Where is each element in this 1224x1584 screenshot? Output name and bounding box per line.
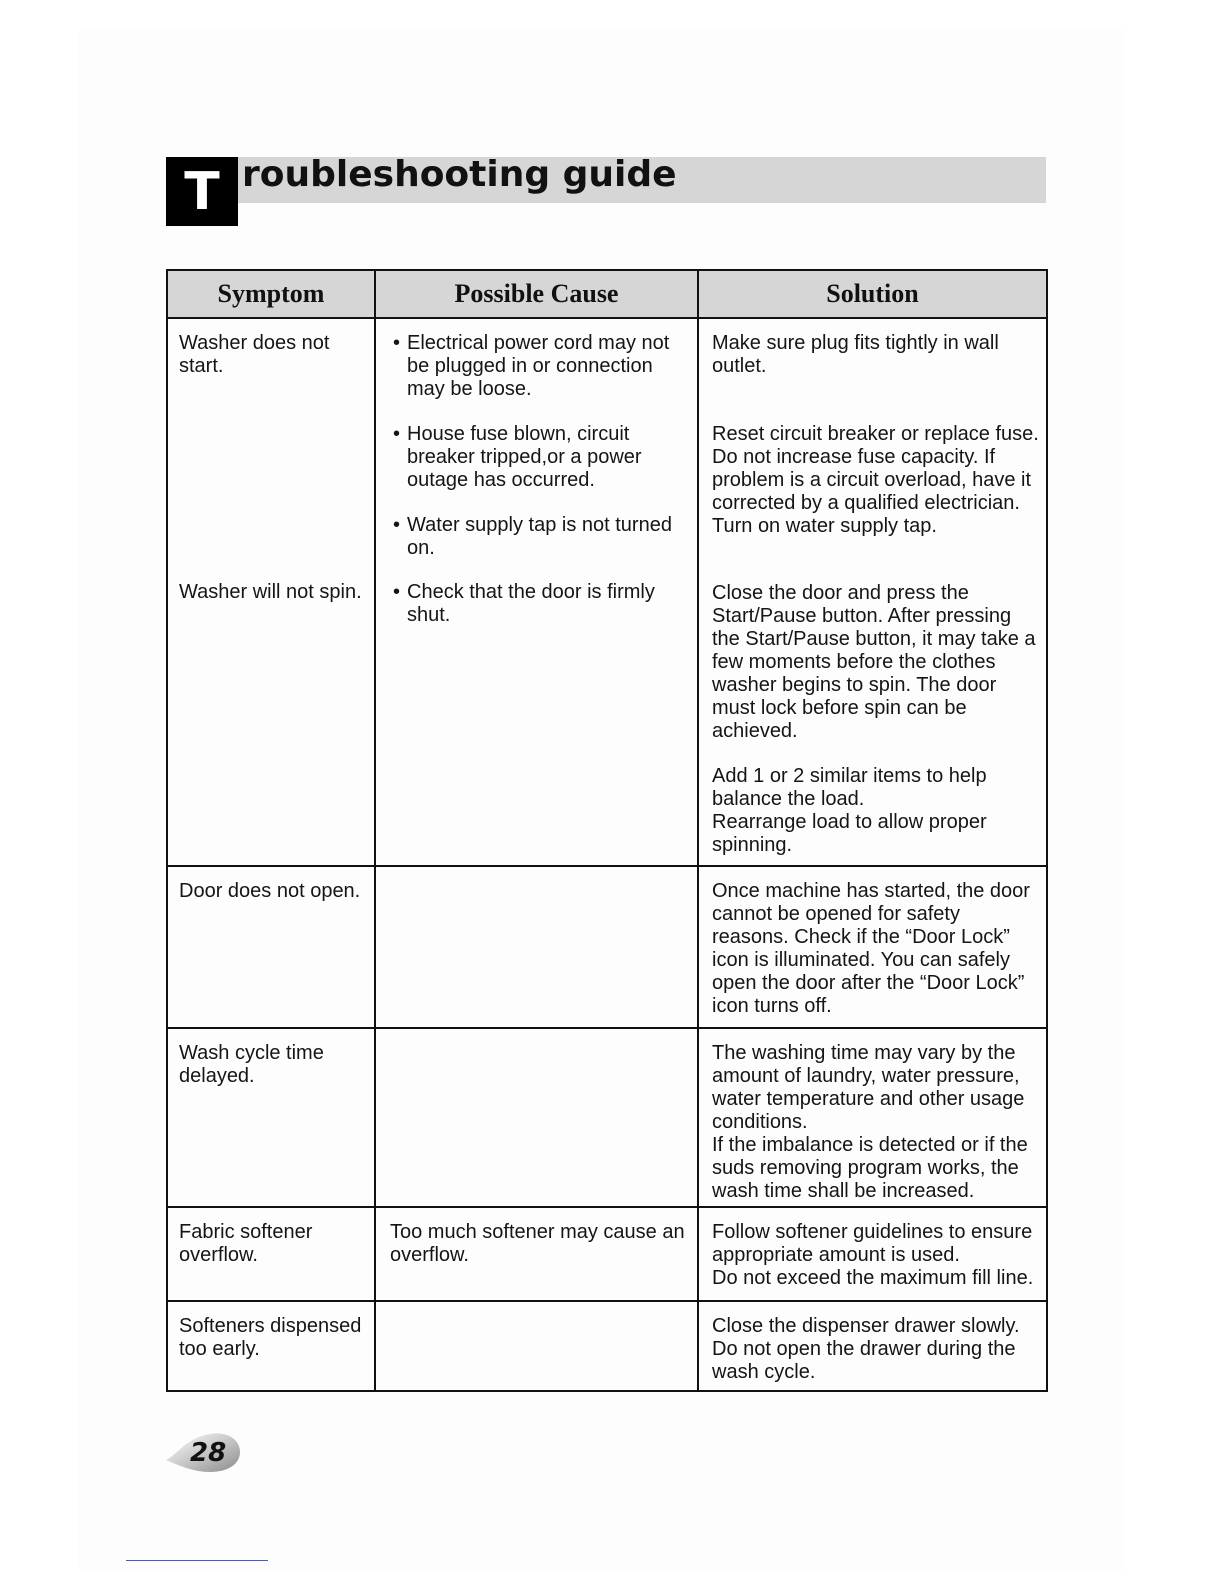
column-header-symptom: Symptom: [167, 270, 375, 318]
cause-text: House fuse blown, circuit breaker tripped,or a power outage has occurred.: [407, 423, 642, 491]
symptom-cell: [167, 1028, 375, 1207]
solution-text: Do not open the drawer during the wash cycle.: [712, 1338, 1016, 1383]
cause-item: [390, 332, 691, 423]
solution-text: Follow softener guidelines to ensure appropriate amount is used.: [712, 1221, 1033, 1266]
cause-cell: [375, 1207, 698, 1301]
table-row: [167, 1028, 1047, 1207]
bullet-icon: •: [393, 332, 401, 354]
column-header-solution: Solution: [698, 270, 1047, 318]
symptom-text: Door does not open.: [179, 880, 361, 902]
table-row: [167, 1301, 1047, 1391]
solution-text: Once machine has started, the door cannot be opened for safety reasons. Check if the “Door Lock” icon is illuminated. You can safely open the door after the “Door Lock” icon turns off.: [712, 880, 1030, 1017]
solution-text: Make sure plug fits tightly in wall outlet.: [712, 332, 999, 377]
cause-item: [390, 514, 691, 581]
solution-cell: [698, 318, 1047, 866]
solution-text: Reset circuit breaker or replace fuse. Do not increase fuse capacity. If problem is a circuit overload, have it corrected by a qualified electrician.: [712, 423, 1039, 514]
solution-text: The washing time may vary by the amount of laundry, water pressure, water temperature and other usage conditions.: [712, 1042, 1025, 1133]
cause-cell: [375, 318, 698, 866]
cause-item: [390, 581, 691, 627]
solution-text: If the imbalance is detected or if the suds removing program works, the wash time shall be increased.: [712, 1134, 1028, 1202]
solution-text: Rearrange load to allow proper spinning.: [712, 811, 987, 856]
symptom-cell: [167, 1207, 375, 1301]
column-header-cause: Possible Cause: [375, 270, 698, 318]
symptom-cell: [167, 866, 375, 1028]
cause-item: [390, 423, 691, 514]
cause-text: Check that the door is firmly shut.: [407, 581, 655, 626]
solution-cell: [698, 866, 1047, 1028]
symptom-text: Wash cycle time delayed.: [179, 1042, 324, 1087]
solution-text: Turn on water supply tap.: [712, 515, 937, 537]
page-title: roubleshooting guide: [242, 154, 677, 195]
solution-cell: [698, 1207, 1047, 1301]
cause-cell: [375, 1301, 698, 1391]
cause-text: Water supply tap is not turned on.: [407, 514, 672, 559]
cause-text: Too much softener may cause an overflow.: [390, 1221, 685, 1266]
troubleshooting-table: [166, 269, 1048, 1392]
table-row: [167, 1207, 1047, 1301]
title-initial: T: [166, 157, 238, 226]
symptom-text: Fabric softener overflow.: [179, 1221, 313, 1266]
solution-text: Close the door and press the Start/Pause button. After pressing the Start/Pause button, it may take a few moments before the clothes washer begins to spin. The door must lock before spin can be achieved.: [712, 582, 1036, 742]
symptom-text: Washer does not start.: [179, 332, 330, 377]
table-row: [167, 866, 1047, 1028]
symptom-text: Softeners dispensed too early.: [179, 1315, 362, 1360]
page-number: 28: [190, 1438, 227, 1468]
cause-cell: [375, 866, 698, 1028]
symptom-text: Washer will not spin.: [179, 581, 362, 603]
bullet-icon: •: [393, 423, 401, 445]
solution-text: Add 1 or 2 similar items to help balance the load.: [712, 765, 987, 810]
solution-text: Do not exceed the maximum fill line.: [712, 1267, 1034, 1289]
bottom-rule: [126, 1560, 268, 1561]
symptom-cell: [167, 318, 375, 866]
table-header-row: [167, 270, 1047, 318]
solution-cell: [698, 1028, 1047, 1207]
bullet-icon: •: [393, 581, 401, 603]
solution-cell: [698, 1301, 1047, 1391]
table-row: [167, 318, 1047, 866]
symptom-cell: [167, 1301, 375, 1391]
cause-cell: [375, 1028, 698, 1207]
cause-text: Electrical power cord may not be plugged in or connection may be loose.: [407, 332, 670, 400]
bullet-icon: •: [393, 514, 401, 536]
solution-text: Close the dispenser drawer slowly.: [712, 1315, 1020, 1337]
